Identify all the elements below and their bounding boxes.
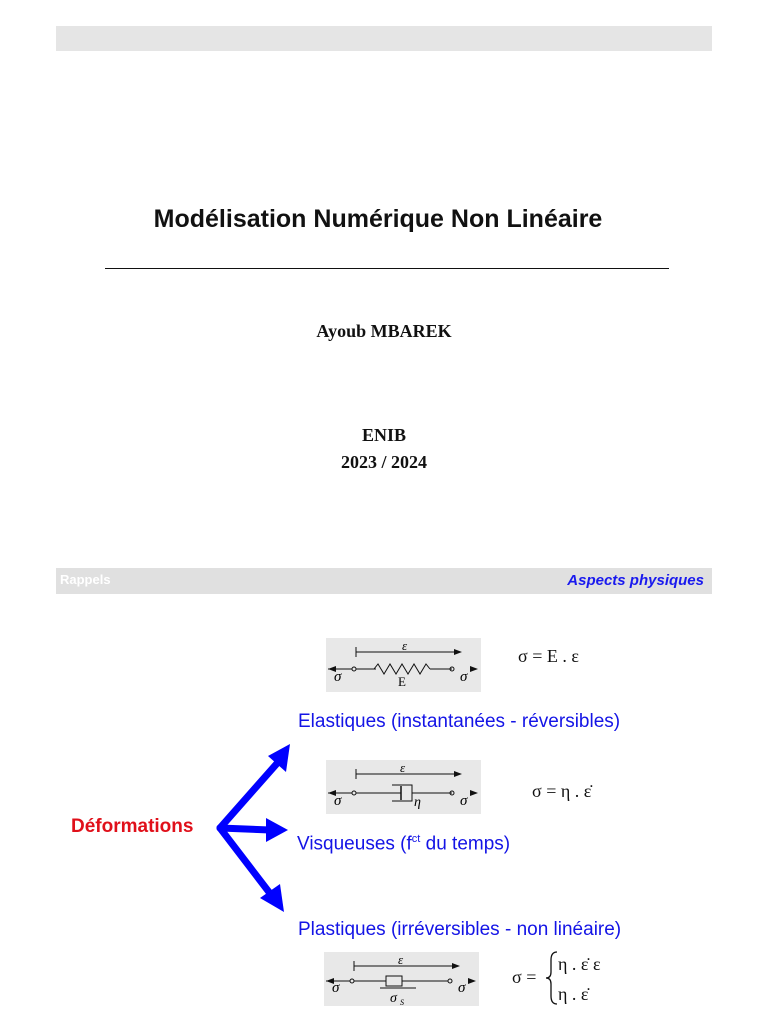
institution: ENIB [361,425,406,445]
plastic-equation-line2: η . ε̇ [558,984,589,1004]
sigma-left: σ [332,980,340,996]
left-brace [545,950,559,1006]
sigma-left: σ [334,669,342,685]
elastic-branch-label: Elastiques (instantanées - réversibles) [298,711,621,732]
slide-title: Modélisation Numérique Non Linéaire [153,205,603,233]
sigma-right: σ [460,793,468,809]
title-divider [105,268,669,269]
viscous-equation: σ = η . ε̇ [532,781,592,801]
dashpot-model [326,760,481,814]
arrow-to-viscous [220,828,270,830]
spring-model [326,638,481,692]
viscous-branch-label [297,833,510,855]
E-label: E [398,674,406,689]
spring-model-diagram [326,638,481,692]
plastic-branch-label: Plastiques (irréversibles - non linéaire) [298,919,622,940]
section-subtitle: Aspects physiques [567,572,704,589]
slide-top-bar [56,26,712,51]
plastic-equation-lhs: σ = [512,967,537,987]
epsilon-label: ε [400,760,406,775]
sigma-right: σ [458,980,466,996]
sigma-right: σ [460,669,468,685]
dashpot-model-diagram [326,760,481,814]
branch-arrows [210,740,300,920]
deformations-label: Déformations [71,816,194,837]
arrow-head-viscous [266,818,288,842]
arrow-to-plastic [220,828,272,896]
eta-label: η [414,795,421,810]
viscous-text-pre: Visqueuses (f [297,833,412,855]
section-label: Rappels [60,572,111,587]
sigma-left: σ [334,793,342,809]
epsilon-label: ε [398,952,404,967]
sigma-s-label: σ [390,991,397,1006]
sigma-s-subscript: S [400,998,404,1006]
epsilon-label: ε [402,638,408,653]
viscous-text-sup: ct [411,833,421,845]
arrow-to-elastic [220,760,280,828]
elastic-equation: σ = E . ε [518,646,579,666]
academic-year: 2023 / 2024 [340,452,427,472]
author-name: Ayoub MBAREK [316,321,452,341]
friction-model [324,952,479,1006]
plastic-equation-line1: η . ε̇ ε [558,954,601,974]
friction-model-diagram [324,952,479,1006]
viscous-text-post: du temps) [420,833,511,855]
